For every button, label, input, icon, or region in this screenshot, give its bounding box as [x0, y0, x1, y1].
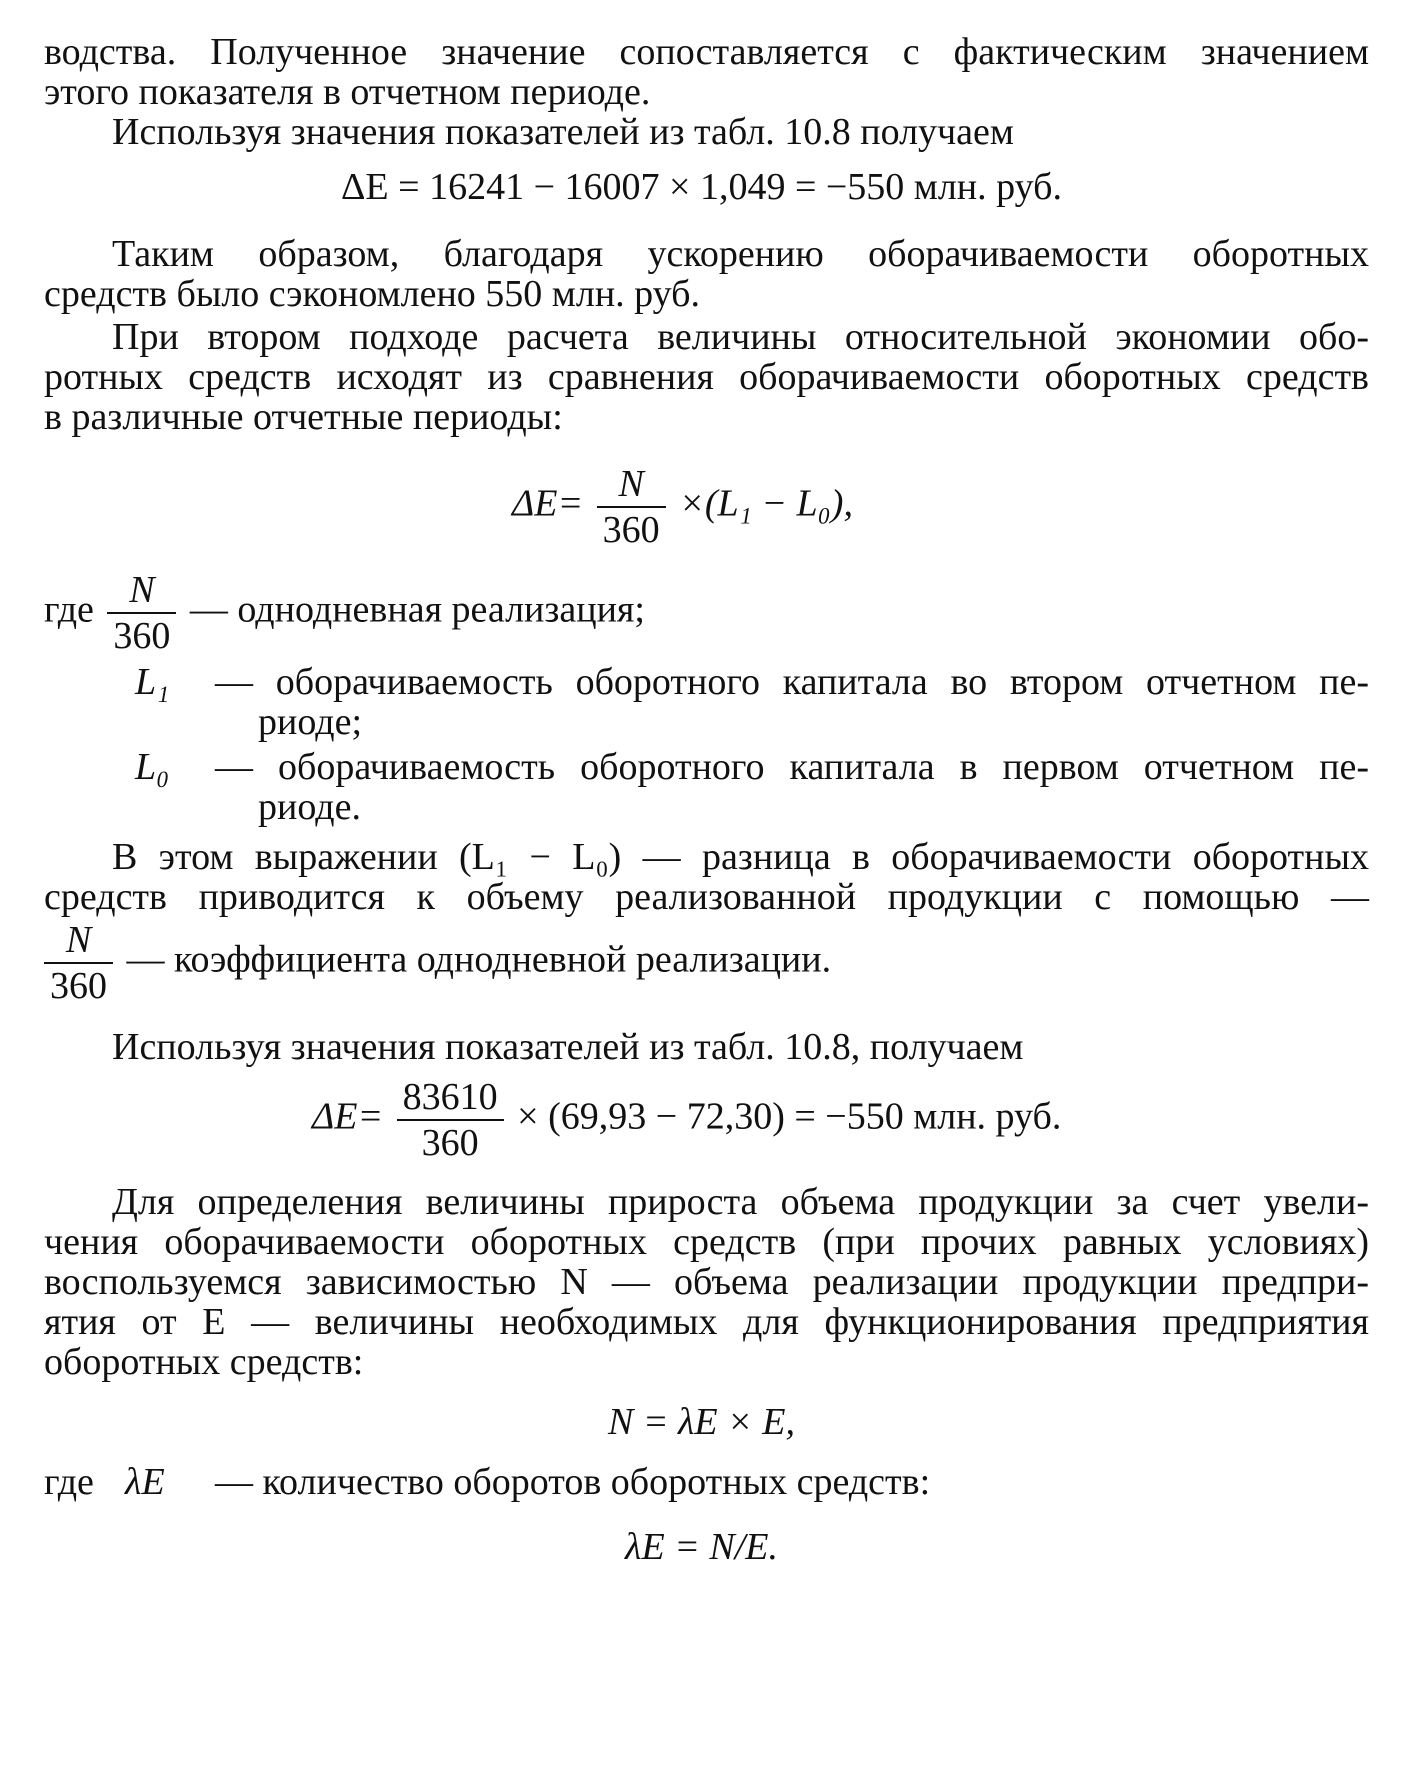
equation-5: λE = N/E. [625, 1526, 778, 1568]
def3-text: — оборачиваемость оборотного капитала в первом отчетном пе- [215, 746, 1369, 788]
text-line: воспользуемся зависимостью N — объема реализации продукции предпри- [44, 1261, 1369, 1303]
where-label: где [44, 588, 94, 631]
eq2-fraction [597, 462, 666, 552]
text-line: Таким образом, благодаря ускорению оборачиваемости оборотных [112, 233, 1369, 275]
l11-text: — коэффициента однодневной реализации. [126, 938, 832, 981]
eq3-denominator: 360 [397, 1119, 504, 1165]
where-label-2: где [44, 1461, 94, 1503]
eq3-right: × (69,93 − 72,30) = −550 млн. руб. [517, 1095, 1062, 1138]
l11-numerator: N [65, 919, 92, 961]
def1-numerator: N [129, 569, 155, 611]
l11-fraction [44, 918, 113, 1008]
eq3-fraction [397, 1075, 504, 1165]
eq2-right: ×(L₁ − L₀), [679, 482, 853, 525]
equation-1: ΔE = 16241 − 16007 × 1,049 = −550 млн. руб. [341, 166, 1062, 208]
def1-fraction [107, 568, 176, 658]
text-line: Используя значения показателей из табл. 10.8, получаем [112, 1026, 1024, 1068]
l11-denominator: 360 [44, 962, 113, 1008]
def1-denominator: 360 [107, 612, 176, 658]
equation-2 [512, 462, 853, 552]
eq2-numerator: N [618, 463, 644, 505]
def2-text: — оборачиваемость оборотного капитала во втором отчетном пе- [215, 661, 1369, 703]
def4-symbol: λE [125, 1461, 165, 1503]
text-line: в различные отчетные периоды: [44, 396, 563, 438]
def3-symbol: L₀ [135, 746, 170, 788]
equation-4: N = λE × E, [607, 1401, 795, 1443]
text-line: Для определения величины прироста объема продукции за счет увели- [112, 1181, 1369, 1223]
def2-text-cont: риоде; [258, 701, 362, 743]
text-line: ятия от E — величины необходимых для функционирования предприятия [44, 1301, 1369, 1343]
text-line: чения оборачиваемости оборотных средств (при прочих равных условиях) [44, 1221, 1369, 1263]
text-line: При втором подходе расчета величины относительной экономии обо- [112, 316, 1369, 358]
text-line: ротных средств исходят из сравнения оборачиваемости оборотных средств [44, 356, 1369, 398]
eq3-left: ΔE= [312, 1095, 384, 1138]
text-line: средств было сэкономлено 550 млн. руб. [44, 273, 700, 315]
def2-symbol: L₁ [135, 661, 170, 703]
def4-text: — количество оборотов оборотных средств: [215, 1461, 931, 1503]
eq2-denominator: 360 [597, 506, 666, 552]
definition-row [44, 568, 645, 658]
equation-3 [312, 1075, 1061, 1165]
text-line: средств приводится к объему реализованной продукции с помощью — [44, 876, 1369, 918]
eq2-left: ΔE= [512, 482, 584, 525]
text-line: Используя значения показателей из табл. 10.8 получаем [112, 111, 1014, 153]
def1-text: — однодневная реализация; [189, 588, 645, 631]
def3-text-cont: риоде. [258, 786, 361, 828]
text-line: оборотных средств: [44, 1341, 364, 1383]
text-line: водства. Полученное значение сопоставляется с фактическим значением [44, 31, 1369, 73]
coefficient-row [40, 918, 831, 1008]
eq3-numerator: 83610 [402, 1076, 498, 1118]
text-line: этого показателя в отчетном периоде. [44, 71, 651, 113]
text-line: В этом выражении (L₁ − L₀) — разница в оборачиваемости оборотных [112, 836, 1369, 878]
